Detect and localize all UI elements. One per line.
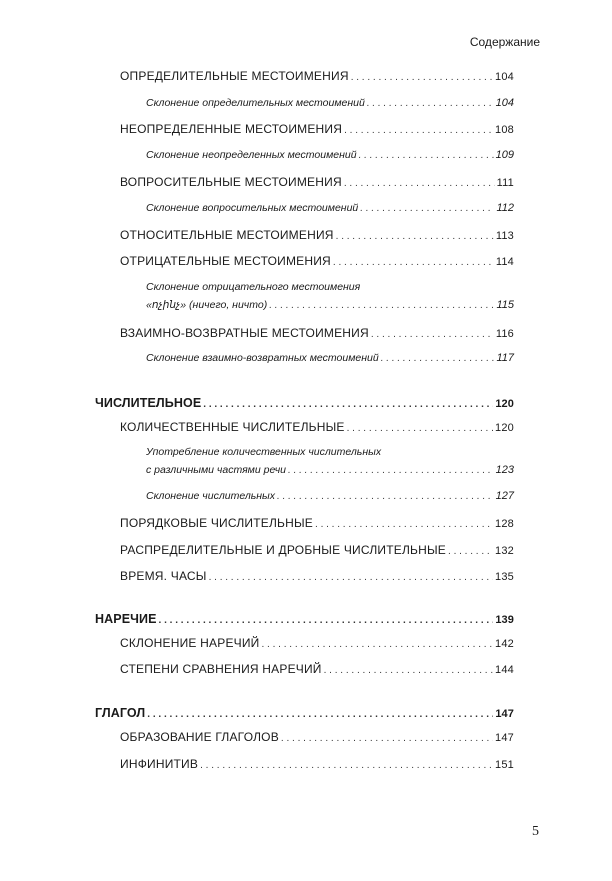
toc-entry[interactable] [120,757,514,771]
toc-entry-page: 123 [495,464,514,476]
dot-leader [371,326,494,340]
toc-entry-label: СТЕПЕНИ СРАВНЕНИЯ НАРЕЧИЙ [120,662,322,676]
dot-leader [336,228,494,242]
dot-leader [277,490,494,502]
toc-entry[interactable] [146,299,514,311]
toc-entry-page: 117 [496,352,514,364]
toc-entry-page: 109 [495,149,514,161]
toc-entry[interactable] [146,149,514,161]
toc-entry-label: ВОПРОСИТЕЛЬНЫЕ МЕСТОИМЕНИЯ [120,175,342,189]
toc-entry-page: 128 [495,518,514,530]
toc-entry[interactable] [120,516,514,530]
toc-chapter-label: ГЛАГОЛ [95,706,146,720]
dot-leader [262,636,494,650]
dot-leader [344,122,493,136]
toc-entry[interactable] [146,202,514,214]
toc-entry[interactable] [120,326,514,340]
toc-entry-page: 120 [495,422,514,434]
toc-entry[interactable] [120,569,514,583]
dot-leader [203,396,493,410]
toc-entry-label: Склонение взаимно-возвратных местоимений [146,352,379,364]
toc-entry-label: ОТРИЦАТЕЛЬНЫЕ МЕСТОИМЕНИЯ [120,254,331,268]
toc-chapter-page: 139 [495,614,514,626]
dot-leader [288,464,494,476]
dot-leader [281,730,493,744]
toc-entry-page: 114 [495,256,514,268]
toc-entry[interactable] [146,352,514,364]
toc-entry-label: ИНФИНИТИВ [120,757,199,771]
dot-leader [324,662,493,676]
toc-entry-label: Склонение вопросительных местоимений [146,202,359,214]
toc-entry-label-line1: Употребление количественных числительных [146,446,382,458]
toc-entry-label: СКЛОНЕНИЕ НАРЕЧИЙ [120,636,260,650]
dot-leader [351,69,493,83]
toc-entry[interactable] [146,97,514,109]
toc-chapter[interactable] [95,396,514,410]
toc-entry-label: с различными частями речи [146,464,287,476]
dot-leader [315,516,493,530]
dot-leader [448,543,493,557]
toc-chapter[interactable] [95,612,514,626]
toc-entry[interactable] [146,490,514,502]
toc-entry[interactable] [120,543,514,557]
running-header: Содержание [469,35,540,49]
toc-entry[interactable] [120,636,514,650]
toc-chapter-label: НАРЕЧИЕ [95,612,157,626]
toc-entry-page: 104 [495,97,514,109]
toc-entry-page: 112 [496,202,514,214]
toc-entry-page: 115 [496,299,514,311]
toc-entry[interactable] [120,254,514,268]
toc-entry-page: 116 [495,328,514,340]
toc-entry-page: 113 [495,230,514,242]
toc-chapter-page: 120 [495,398,514,410]
toc-entry[interactable] [120,228,514,242]
toc-entry-page: 108 [495,124,514,136]
dot-leader [359,149,494,161]
toc-entry[interactable] [120,420,514,434]
toc-entry-page: 111 [496,177,514,189]
toc-entry-label: Склонение числительных [146,490,276,502]
dot-leader [360,202,494,214]
toc-entry-label: ОБРАЗОВАНИЕ ГЛАГОЛОВ [120,730,279,744]
toc-entry-label: НЕОПРЕДЕЛЕННЫЕ МЕСТОИМЕНИЯ [120,122,343,136]
toc-entry-label: Склонение определительных местоимений [146,97,365,109]
toc-entry-page: 132 [495,545,514,557]
toc-entry-label: ВЗАИМНО-ВОЗВРАТНЫЕ МЕСТОИМЕНИЯ [120,326,369,340]
toc-entry-label: «ոչինչ» (ничего, ничто) [146,299,268,311]
toc-chapter-page: 147 [495,708,514,720]
dot-leader [344,175,495,189]
toc-entry[interactable] [120,175,514,189]
toc-entry[interactable] [146,464,514,476]
toc-entry-page: 135 [495,571,514,583]
toc-entry[interactable] [120,730,514,744]
toc-entry-page: 147 [495,732,514,744]
dot-leader [159,612,494,626]
toc-entry[interactable] [120,662,514,676]
toc-entry[interactable] [120,69,514,83]
toc-entry-label: ПОРЯДКОВЫЕ ЧИСЛИТЕЛЬНЫЕ [120,516,314,530]
toc-chapter[interactable] [95,706,514,720]
dot-leader [367,97,494,109]
toc-entry-label: КОЛИЧЕСТВЕННЫЕ ЧИСЛИТЕЛЬНЫЕ [120,420,345,434]
toc-chapter-label: ЧИСЛИТЕЛЬНОЕ [95,396,202,410]
toc-entry-page: 104 [495,71,514,83]
toc-entry-label: ВРЕМЯ. ЧАСЫ [120,569,207,583]
page-number: 5 [532,824,539,839]
dot-leader [269,299,494,311]
dot-leader [209,569,493,583]
dot-leader [347,420,493,434]
dot-leader [147,706,493,720]
toc-entry-label: Склонение неопределенных местоимений [146,149,357,161]
toc-entry-page: 142 [495,638,514,650]
toc-entry-label-line1: Склонение отрицательного местоимения [146,281,361,293]
dot-leader [200,757,493,771]
dot-leader [381,352,495,364]
toc-entry[interactable] [120,122,514,136]
toc-entry-page: 151 [495,759,514,771]
toc-entry-label: РАСПРЕДЕЛИТЕЛЬНЫЕ И ДРОБНЫЕ ЧИСЛИТЕЛЬНЫЕ [120,543,447,557]
toc-entry-page: 144 [495,664,514,676]
dot-leader [333,254,494,268]
toc-entry-page: 127 [495,490,514,502]
toc-entry-label: ОПРЕДЕЛИТЕЛЬНЫЕ МЕСТОИМЕНИЯ [120,69,349,83]
toc-entry-label: ОТНОСИТЕЛЬНЫЕ МЕСТОИМЕНИЯ [120,228,334,242]
